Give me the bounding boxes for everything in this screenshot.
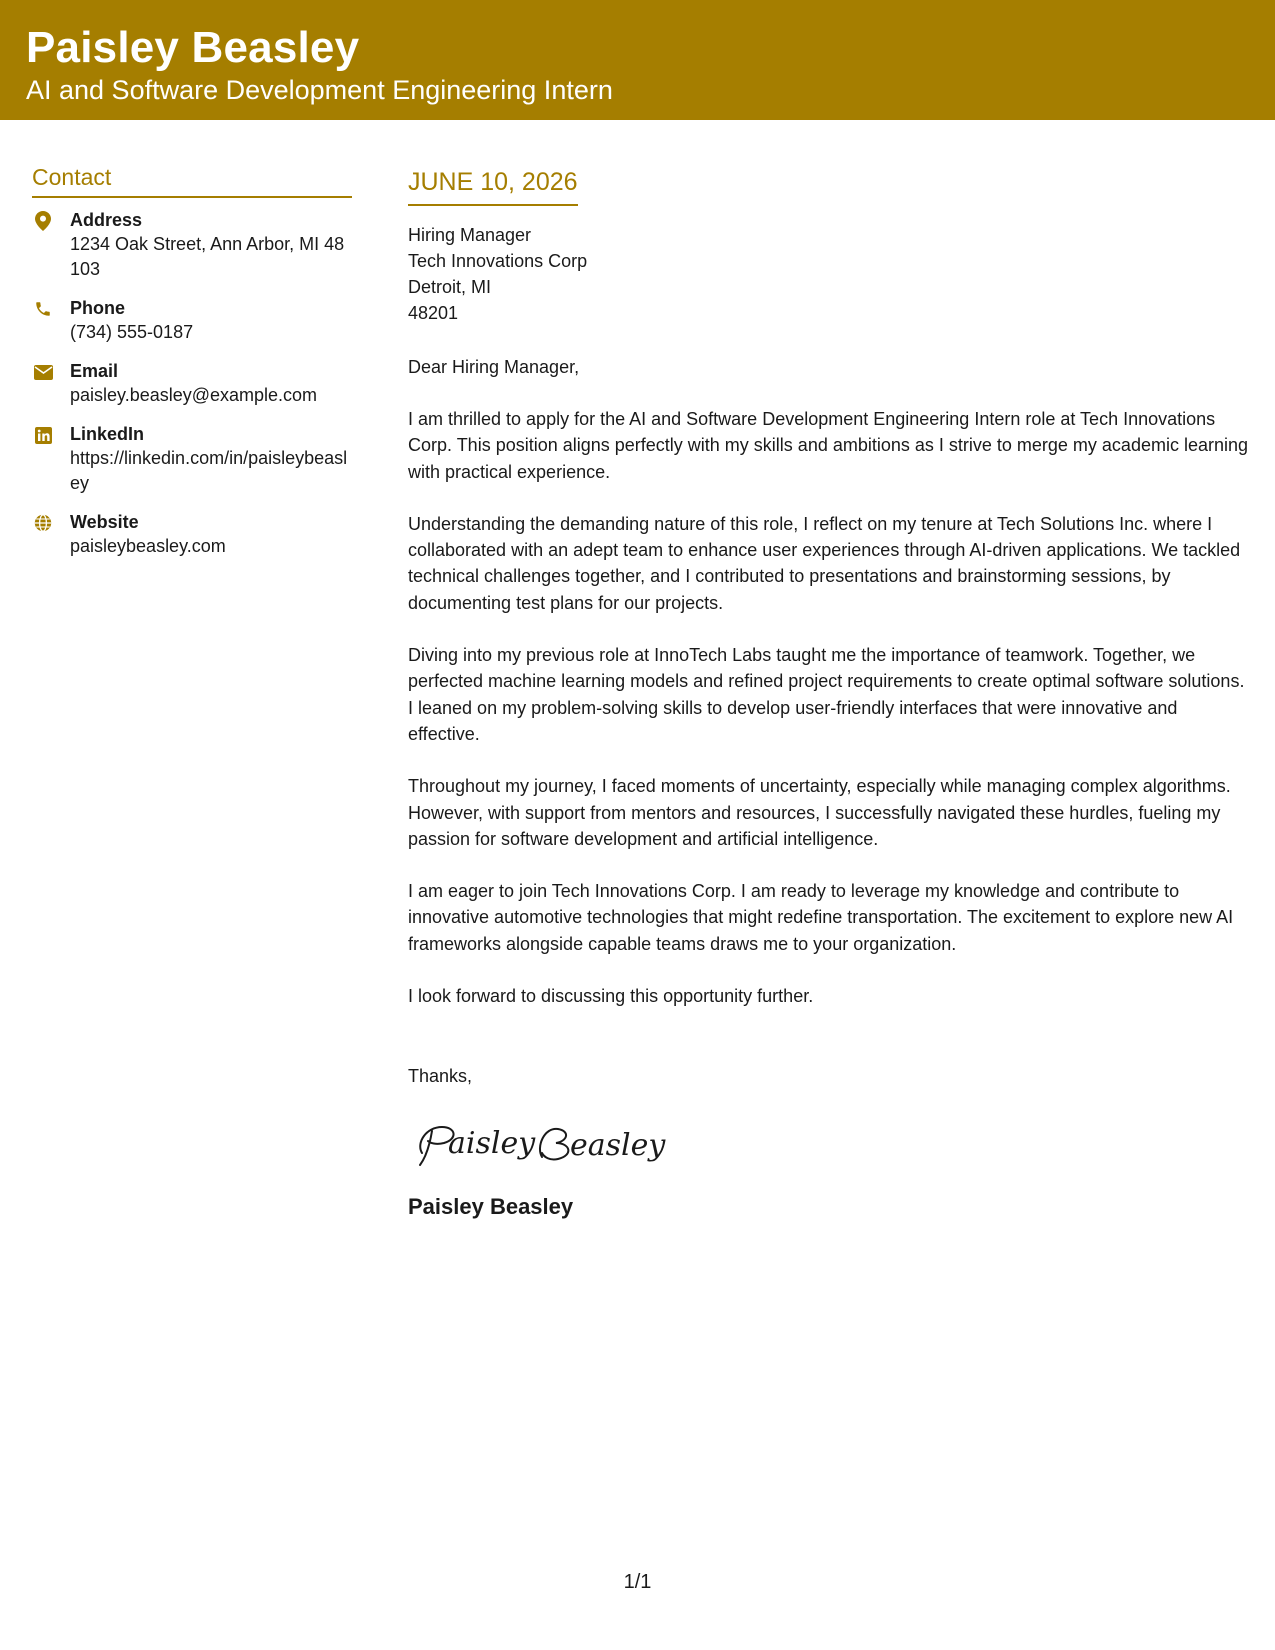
website-value[interactable]: paisleybeasley.com bbox=[70, 536, 226, 556]
linkedin-value[interactable]: https://linkedin.com/in/paisleybeasley bbox=[70, 448, 348, 493]
svg-text:aisley: aisley bbox=[448, 1126, 536, 1162]
phone-value: (734) 555-0187 bbox=[70, 322, 194, 342]
contact-sidebar bbox=[32, 162, 352, 573]
contact-label: Website bbox=[70, 512, 139, 532]
recipient-line: Hiring Manager bbox=[408, 225, 532, 245]
contact-item-phone bbox=[32, 296, 352, 345]
letter-body bbox=[408, 166, 1248, 1221]
contact-label: Email bbox=[70, 361, 119, 381]
map-pin-icon bbox=[32, 210, 54, 232]
recipient-line: 48201 bbox=[408, 303, 459, 323]
letter-paragraph: Throughout my journey, I faced moments of uncertainty, especially while managing complex algorithms. However, with support from mentors and resources, I successfully navigated these hurdles, fueling my passion for software development and artificial intelligence. bbox=[408, 776, 1231, 849]
applicant-name: Paisley Beasley bbox=[26, 23, 360, 72]
contact-list bbox=[32, 208, 352, 559]
contact-item-email bbox=[32, 359, 352, 408]
contact-label: Phone bbox=[70, 298, 126, 318]
page-number: 1/1 bbox=[623, 1571, 652, 1593]
letter-paragraph: I am thrilled to apply for the AI and Software Development Engineering Intern role at Tech Innovations Corp. This position aligns perfectly with my skills and ambitions as I strive to merge my academic learning with practical experience. bbox=[408, 409, 1249, 482]
letter-paragraph: I look forward to discussing this opportunity further. bbox=[408, 986, 814, 1007]
signer-name: Paisley Beasley bbox=[408, 1194, 574, 1220]
recipient-line: Tech Innovations Corp bbox=[408, 251, 588, 271]
contact-item-address bbox=[32, 208, 352, 282]
contact-item-linkedin bbox=[32, 422, 352, 496]
linkedin-icon bbox=[32, 424, 54, 446]
applicant-role: AI and Software Development Engineering Intern bbox=[26, 75, 613, 105]
contact-heading: Contact bbox=[32, 162, 352, 198]
letter-paragraph: Diving into my previous role at InnoTech Labs taught me the importance of teamwork. Together, we perfected machine learning models and refined project requirements to create optimal software solutions. I leaned on my problem-solving skills to develop user-friendly interfaces that were innovative and effective. bbox=[408, 645, 1245, 744]
header-banner bbox=[0, 0, 1275, 120]
recipient-line: Detroit, MI bbox=[408, 277, 492, 297]
phone-icon bbox=[32, 298, 54, 320]
recipient-block bbox=[408, 222, 1248, 326]
address-value: 1234 Oak Street, Ann Arbor, MI 48103 bbox=[70, 234, 345, 279]
globe-icon bbox=[32, 512, 54, 534]
handwritten-signature bbox=[408, 1113, 668, 1173]
letter-date: JUNE 10, 2026 bbox=[408, 166, 578, 206]
contact-label: LinkedIn bbox=[70, 424, 145, 444]
letter-paragraph: I am eager to join Tech Innovations Corp. I am ready to leverage my knowledge and contribute to innovative automotive technologies that might redefine transportation. The excitement to explore new AI frameworks alongside capable teams draws me to your organization. bbox=[408, 881, 1234, 954]
contact-item-website bbox=[32, 510, 352, 559]
envelope-icon bbox=[32, 361, 54, 383]
letter-paragraph: Understanding the demanding nature of this role, I reflect on my tenure at Tech Solutions Inc. where I collaborated with an adept team to enhance user experiences through AI-driven applications. We tackled technical challenges together, and I contributed to presentations and brainstorming sessions, by documenting test plans for our projects. bbox=[408, 513, 1241, 613]
salutation: Dear Hiring Manager, bbox=[408, 357, 580, 377]
email-value[interactable]: paisley.beasley@example.com bbox=[70, 385, 318, 405]
closing: Thanks, bbox=[408, 1066, 473, 1087]
svg-text:easley: easley bbox=[570, 1128, 666, 1164]
contact-label: Address bbox=[70, 210, 143, 230]
